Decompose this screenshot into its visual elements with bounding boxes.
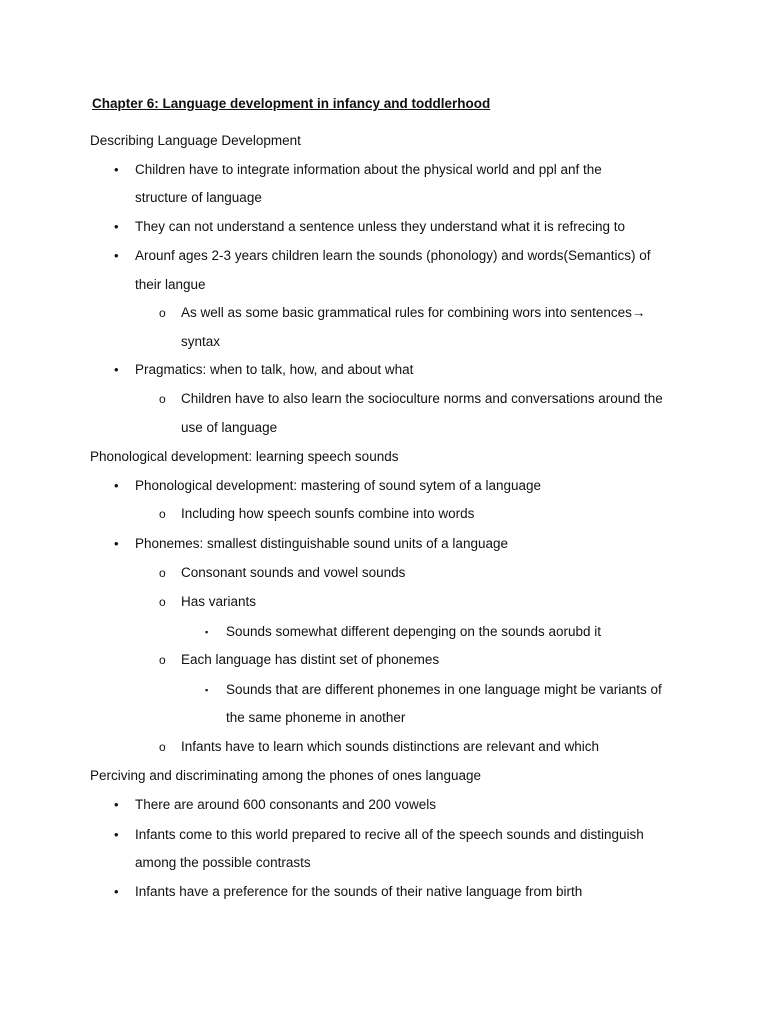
section-heading-perceiving: Perciving and discriminating among the phones of ones language (90, 768, 482, 783)
section-heading-phonological: Phonological development: learning speech sounds (90, 449, 399, 464)
sub-bullet-marker: o (159, 595, 166, 609)
bullet-marker: • (114, 478, 119, 493)
sub-bullet-text: Each language has distint set of phonemes (181, 652, 440, 667)
section-heading-describing: Describing Language Development (90, 133, 301, 148)
bullet-text-continued: their langue (135, 277, 206, 292)
sub-bullet-text: Consonant sounds and vowel sounds (181, 565, 406, 580)
bullet-text: There are around 600 consonants and 200 vowels (135, 797, 436, 812)
sub-bullet-marker: o (159, 306, 166, 320)
bullet-text: Pragmatics: when to talk, how, and about what (135, 362, 414, 377)
sub-bullet-text: Infants have to learn which sounds distinctions are relevant and which (181, 739, 599, 754)
sub-bullet-marker: o (159, 507, 166, 521)
sub-bullet-marker: o (159, 392, 166, 406)
sub-sub-bullet-text: Sounds that are different phonemes in one language might be variants of (226, 682, 662, 697)
sub-bullet-text-continued: syntax (181, 334, 221, 349)
bullet-marker: • (114, 248, 119, 263)
bullet-text: They can not understand a sentence unless they understand what it is refrecing to (135, 219, 626, 234)
bullet-marker: • (114, 536, 119, 551)
bullet-marker: • (114, 162, 119, 177)
sub-bullet-text: Has variants (181, 594, 257, 609)
sub-bullet-text: Including how speech sounfs combine into words (181, 506, 475, 521)
sub-sub-bullet-text-continued: the same phoneme in another (226, 710, 406, 725)
bullet-marker: • (114, 219, 119, 234)
bullet-marker: • (114, 827, 119, 842)
sub-bullet-text: As well as some basic grammatical rules for combining wors into sentences→ (181, 305, 646, 320)
bullet-text: Children have to integrate information about the physical world and ppl anf the (135, 162, 602, 177)
sub-bullet-marker: o (159, 653, 166, 667)
bullet-text-continued: structure of language (135, 190, 262, 205)
bullet-text: Arounf ages 2-3 years children learn the sounds (phonology) and words(Semantics) of (135, 248, 651, 263)
bullet-text: Phonemes: smallest distinguishable sound units of a language (135, 536, 508, 551)
bullet-marker: • (114, 884, 119, 899)
sub-sub-bullet-marker: ▪ (205, 627, 209, 637)
bullet-text: Infants come to this world prepared to recive all of the speech sounds and distinguish (135, 827, 644, 842)
chapter-title: Chapter 6: Language development in infancy and toddlerhood (92, 96, 491, 111)
bullet-text: Phonological development: mastering of sound sytem of a language (135, 478, 542, 493)
sub-sub-bullet-marker: ▪ (205, 685, 209, 695)
bullet-marker: • (114, 362, 119, 377)
sub-sub-bullet-text: Sounds somewhat different depenging on the sounds aorubd it (226, 624, 602, 639)
bullet-text: Infants have a preference for the sounds of their native language from birth (135, 884, 583, 899)
sub-bullet-text: Children have to also learn the socioculture norms and conversations around the (181, 391, 663, 406)
bullet-marker: • (114, 797, 119, 812)
bullet-text-continued: among the possible contrasts (135, 855, 311, 870)
sub-bullet-marker: o (159, 566, 166, 580)
sub-bullet-marker: o (159, 740, 166, 754)
sub-bullet-text-continued: use of language (181, 420, 278, 435)
